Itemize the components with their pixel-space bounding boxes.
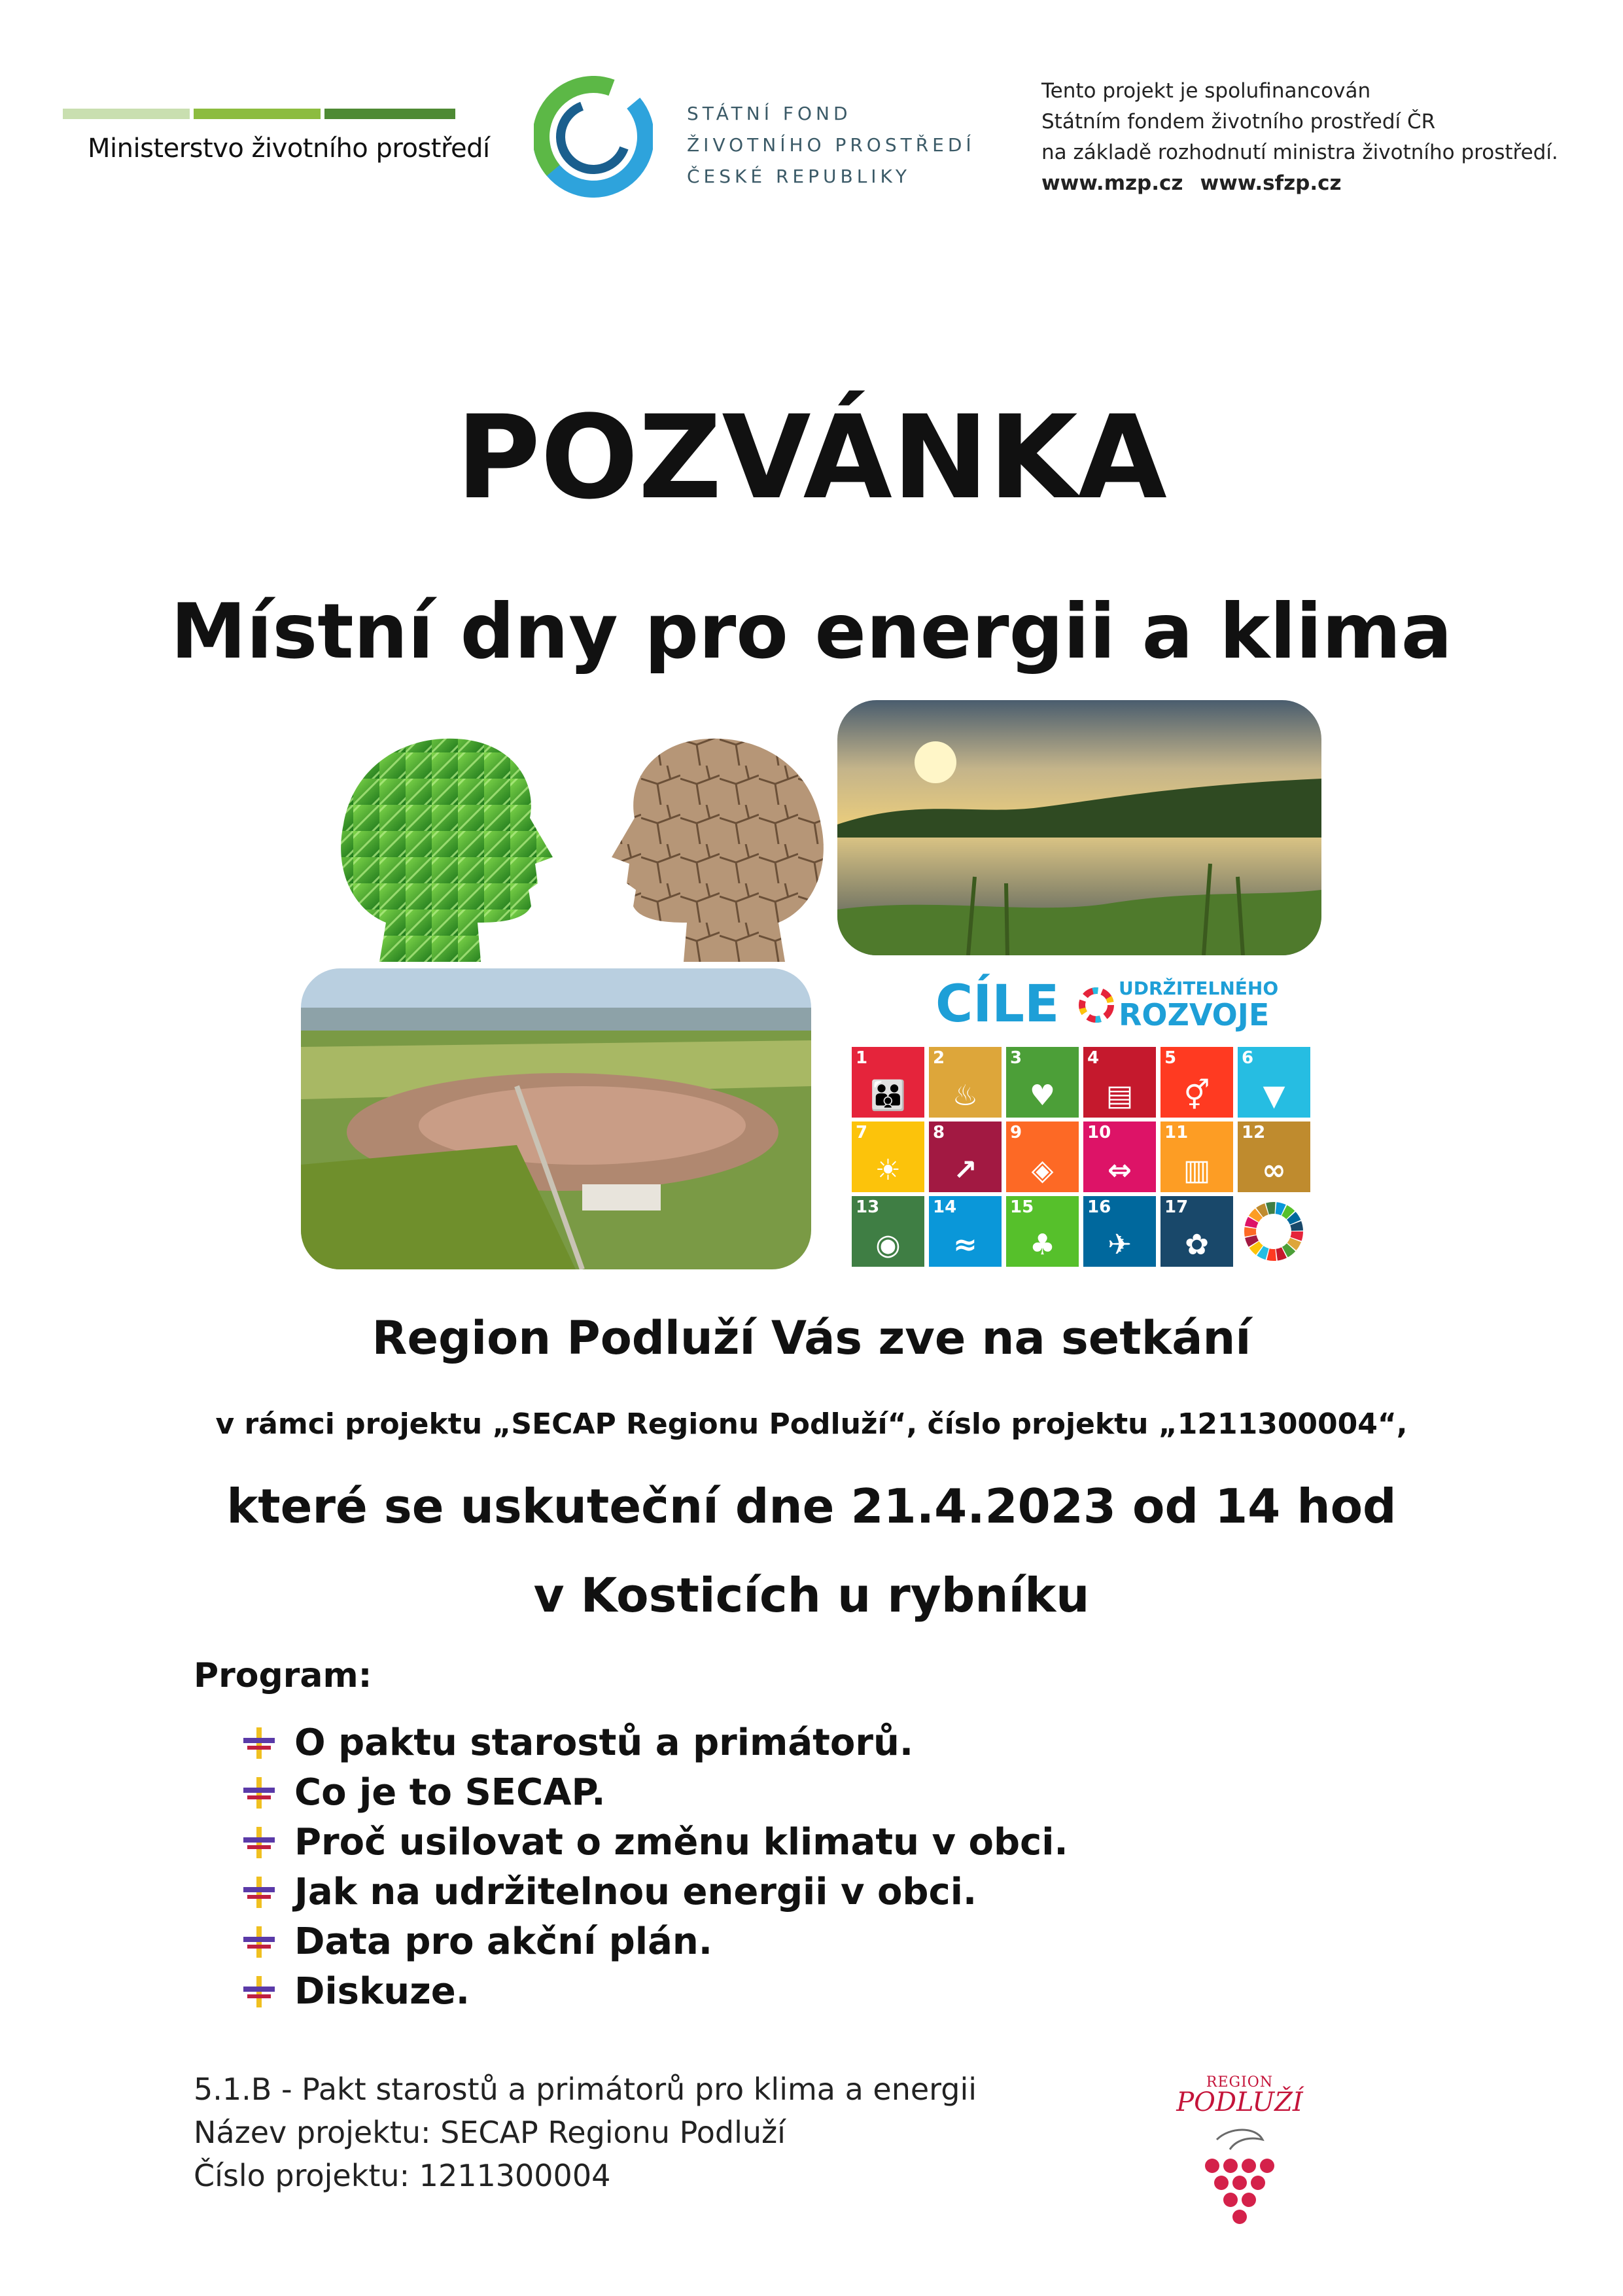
sdg-goal-6 xyxy=(1238,1047,1310,1118)
sdg-goal-14 xyxy=(929,1196,1002,1267)
heartbeat-icon: ♥ xyxy=(1029,1079,1056,1112)
bullet-icon xyxy=(243,1777,275,1809)
people-icon: 👪 xyxy=(870,1079,906,1112)
sdg-goal-number: 6 xyxy=(1242,1048,1254,1068)
grape-dot xyxy=(1260,2159,1274,2173)
page-title: POZVÁNKA xyxy=(456,391,1167,525)
tree-icon: ♣ xyxy=(1029,1228,1056,1262)
invitation-line: Region Podluží Vás zve na setkání xyxy=(372,1311,1251,1365)
sdg-goal-number: 15 xyxy=(1010,1197,1034,1217)
state-fund-name xyxy=(687,98,975,192)
sdg-goal-number: 9 xyxy=(1010,1123,1022,1142)
equality-icon: ⇔ xyxy=(1108,1154,1132,1187)
bowl-icon: ♨ xyxy=(952,1079,979,1112)
cofinancing-line: Tento projekt je spolufinancován xyxy=(1041,79,1371,103)
bullet-icon xyxy=(243,1727,275,1759)
state-fund-line: STÁTNÍ FOND xyxy=(687,103,852,124)
sdg-heading xyxy=(837,968,1321,1040)
rings-icon: ✿ xyxy=(1185,1228,1209,1262)
bullet-icon xyxy=(243,1976,275,2007)
sdg-goal-3 xyxy=(1006,1047,1079,1118)
grape-dot xyxy=(1242,2159,1256,2173)
grape-dot xyxy=(1232,2176,1247,2190)
sdg-goal-5 xyxy=(1161,1047,1233,1118)
logo-region-text: REGION xyxy=(1206,2074,1274,2091)
program-item-text: O paktu starostů a primátorů. xyxy=(294,1722,914,1764)
sdg-goal-number: 5 xyxy=(1164,1048,1177,1068)
sdg-small-wheel-icon xyxy=(1078,987,1115,1023)
sdg-goal-10 xyxy=(1083,1122,1156,1192)
program-item-text: Data pro akční plán. xyxy=(294,1920,712,1963)
aerial-town-image xyxy=(301,968,811,1269)
sdg-goal-number: 8 xyxy=(933,1123,945,1142)
sdg-goal-13 xyxy=(852,1196,924,1267)
cofinancing-note xyxy=(1041,76,1558,199)
growth-chart-icon: ↗ xyxy=(953,1154,977,1187)
sdg-wheel-icon xyxy=(1241,1199,1306,1264)
cofinancing-line: na základě rozhodnutí ministra životního prostředí. xyxy=(1041,141,1558,164)
image-collage xyxy=(301,700,1321,1289)
sdg-goal-number: 2 xyxy=(933,1048,945,1068)
heads-image xyxy=(327,726,837,962)
program-item-text: Co je to SECAP. xyxy=(294,1771,606,1814)
place-line: v Kosticích u rybníku xyxy=(533,1568,1090,1623)
link-sfzp[interactable]: www.sfzp.cz xyxy=(1200,171,1342,195)
infinity-icon: ∞ xyxy=(1262,1154,1286,1187)
ministry-bar-light xyxy=(63,109,190,119)
ministry-name: Ministerstvo životního prostředí xyxy=(88,133,490,164)
grape-dot xyxy=(1251,2176,1265,2190)
sdg-goal-number: 10 xyxy=(1087,1123,1111,1142)
gender-icon: ⚥ xyxy=(1183,1079,1210,1112)
program-item xyxy=(243,1917,1068,1967)
sdg-goal-12 xyxy=(1238,1122,1310,1192)
grape-dot xyxy=(1214,2176,1229,2190)
sdg-goal-number: 17 xyxy=(1164,1197,1189,1217)
program-item xyxy=(243,1818,1068,1867)
sdg-goal-number: 7 xyxy=(856,1123,868,1142)
date-line: které se uskuteční dne 21.4.2023 od 14 hod xyxy=(226,1479,1397,1534)
ministry-bar-mid xyxy=(194,109,321,119)
sdg-goal-number: 11 xyxy=(1164,1123,1189,1142)
dove-icon: ✈ xyxy=(1108,1228,1132,1262)
sdg-goal-wheel xyxy=(1238,1196,1310,1267)
bullet-icon xyxy=(243,1926,275,1958)
project-info-line: Číslo projektu: 1211300004 xyxy=(194,2158,611,2193)
program-item xyxy=(243,1718,1068,1768)
project-line: v rámci projektu „SECAP Regionu Podluží“, číslo projektu „1211300004“, xyxy=(215,1407,1408,1441)
grapes-icon xyxy=(1191,2127,1289,2238)
eye-globe-icon: ◉ xyxy=(875,1228,901,1262)
sdg-goal-number: 1 xyxy=(856,1048,868,1068)
sdg-goal-number: 3 xyxy=(1010,1048,1022,1068)
project-info-line: Název projektu: SECAP Regionu Podluží xyxy=(194,2115,786,2150)
bullet-icon xyxy=(243,1827,275,1858)
sdg-goal-number: 12 xyxy=(1242,1123,1266,1142)
program-item xyxy=(243,1768,1068,1818)
program-item-text: Jak na udržitelnou energii v obci. xyxy=(294,1871,977,1913)
ministry-logo-bars xyxy=(63,109,455,119)
bullet-icon xyxy=(243,1877,275,1908)
program-list xyxy=(243,1718,1068,2017)
sdg-goal-number: 14 xyxy=(933,1197,957,1217)
link-mzp[interactable]: www.mzp.cz xyxy=(1041,171,1183,195)
header-links xyxy=(1041,168,1558,199)
state-fund-line: ČESKÉ REPUBLIKY xyxy=(687,166,911,187)
cofinancing-line: Státním fondem životního prostředí ČR xyxy=(1041,110,1436,133)
fish-icon: ≈ xyxy=(953,1228,977,1262)
state-fund-line: ŽIVOTNÍHO PROSTŘEDÍ xyxy=(687,134,975,156)
sdg-goal-16 xyxy=(1083,1196,1156,1267)
sdg-goal-number: 16 xyxy=(1087,1197,1111,1217)
sdg-panel xyxy=(837,968,1321,1269)
grape-dot xyxy=(1223,2159,1238,2173)
city-icon: ▥ xyxy=(1183,1154,1211,1187)
page-subtitle: Místní dny pro energii a klima xyxy=(171,588,1452,676)
sdg-goal-4 xyxy=(1083,1047,1156,1118)
sdg-goal-number: 13 xyxy=(856,1197,880,1217)
program-item xyxy=(243,1867,1068,1917)
program-item xyxy=(243,1967,1068,2017)
program-item-text: Proč usilovat o změnu klimatu v obci. xyxy=(294,1821,1068,1863)
grape-dot xyxy=(1223,2193,1238,2207)
region-podluzi-logo xyxy=(1164,2074,1315,2238)
project-info xyxy=(194,2068,977,2197)
lake-landscape-image xyxy=(837,700,1321,955)
water-icon: ▼ xyxy=(1263,1079,1285,1112)
grape-dot xyxy=(1205,2159,1219,2173)
sdg-heading-top: UDRŽITELNÉHO xyxy=(1119,978,1279,999)
sdg-heading-bottom: ROZVOJE xyxy=(1119,997,1270,1033)
program-item-text: Diskuze. xyxy=(294,1970,470,2013)
sdg-goal-1 xyxy=(852,1047,924,1118)
sdg-heading-main: CÍLE xyxy=(935,975,1060,1034)
sdg-goal-11 xyxy=(1161,1122,1233,1192)
program-label: Program: xyxy=(194,1656,372,1695)
sun-icon: ☀ xyxy=(875,1154,901,1187)
logo-podluzi-text: PODLUŽÍ xyxy=(1176,2087,1303,2117)
book-icon: ▤ xyxy=(1106,1079,1134,1112)
ministry-bar-dark xyxy=(324,109,455,119)
sdg-goal-7 xyxy=(852,1122,924,1192)
grape-dot xyxy=(1232,2210,1247,2224)
cubes-icon: ◈ xyxy=(1031,1154,1054,1187)
sdg-goal-15 xyxy=(1006,1196,1079,1267)
project-info-line: 5.1.B - Pakt starostů a primátorů pro klima a energii xyxy=(194,2072,977,2107)
sdg-goal-9 xyxy=(1006,1122,1079,1192)
sdg-goal-8 xyxy=(929,1122,1002,1192)
state-fund-logo-icon xyxy=(534,76,653,198)
sdg-goal-17 xyxy=(1161,1196,1233,1267)
grape-dot xyxy=(1242,2193,1256,2207)
sdg-goal-number: 4 xyxy=(1087,1048,1100,1068)
sdg-goal-2 xyxy=(929,1047,1002,1118)
